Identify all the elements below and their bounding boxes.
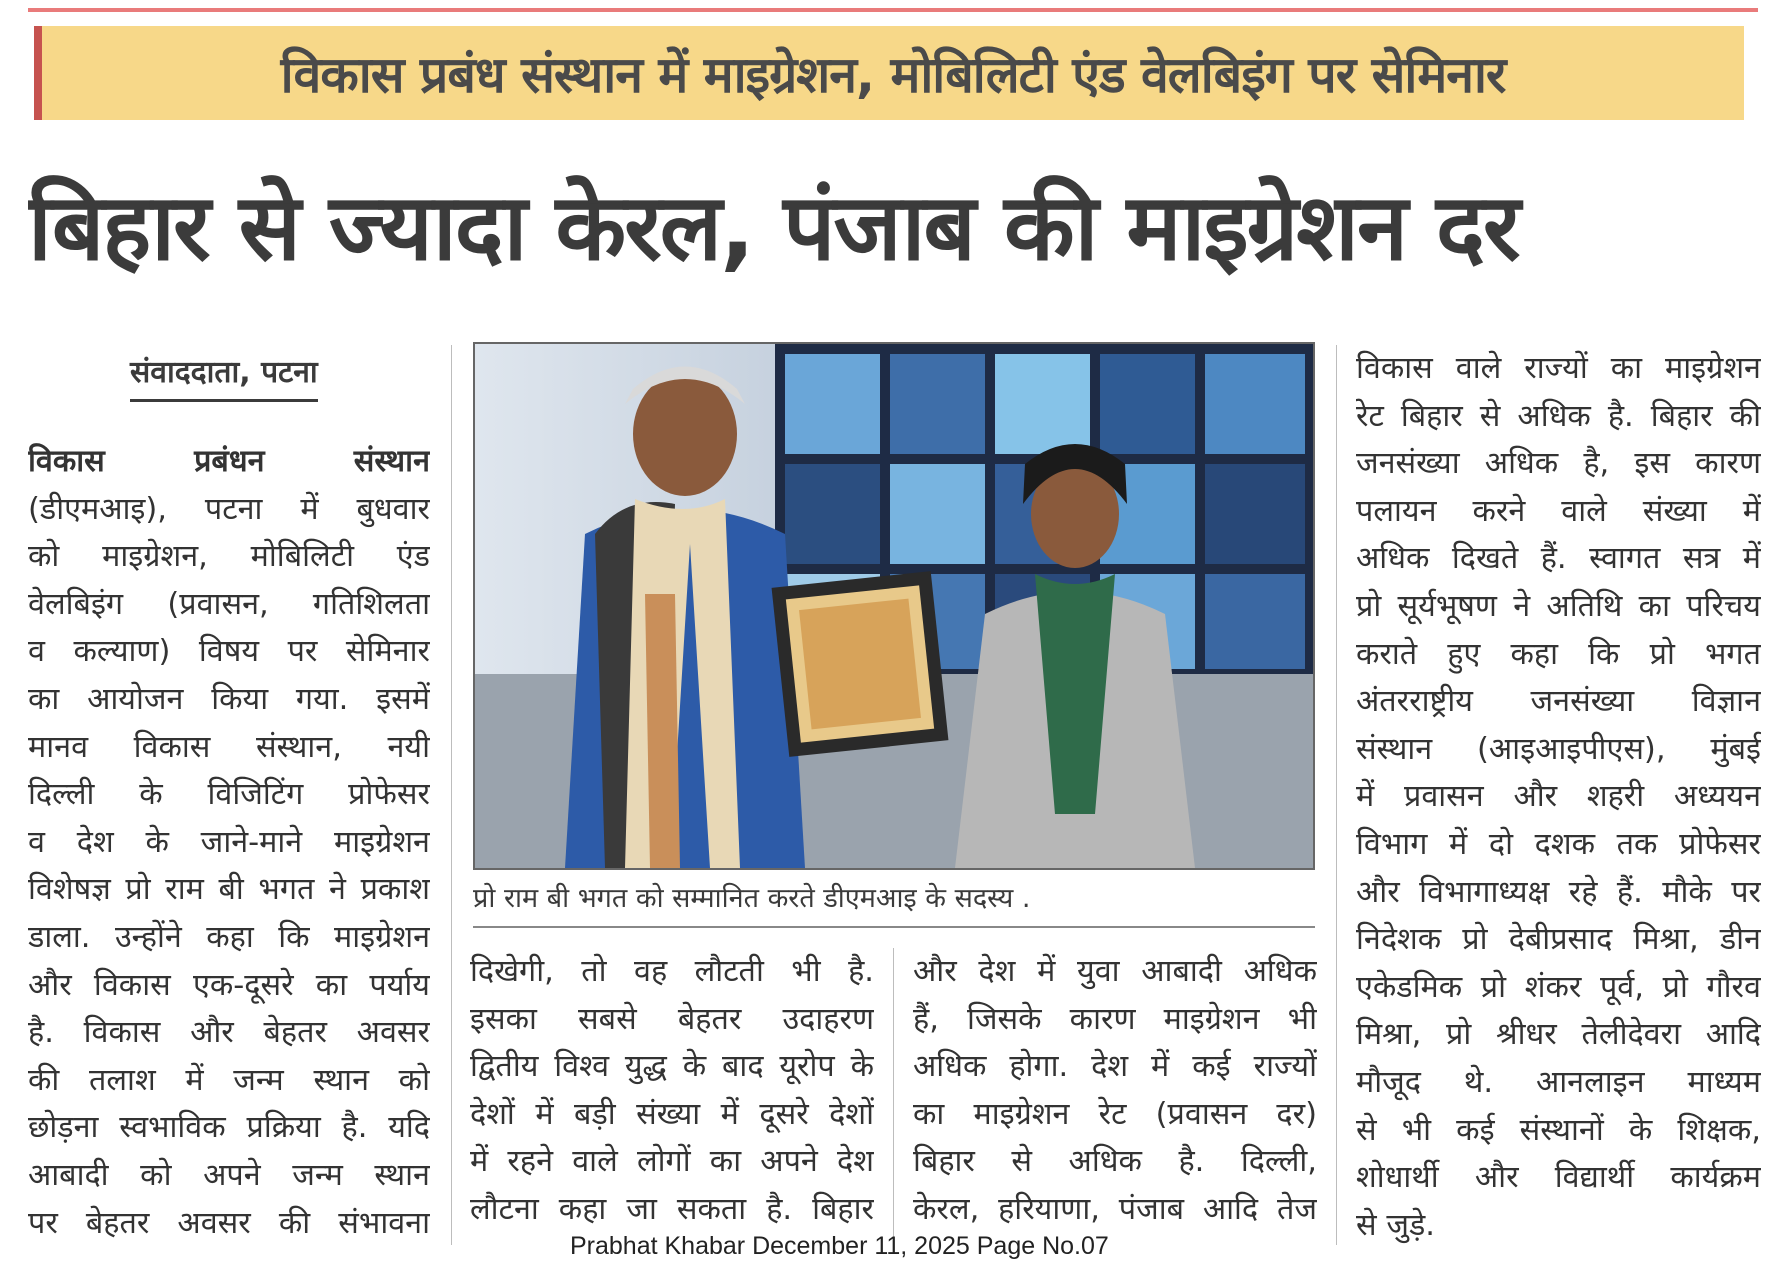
article-line: बिहार से अधिक है. दिल्ली, bbox=[913, 1144, 1317, 1180]
article-line: दिल्ली के विजिटिंग प्रोफेसर bbox=[28, 777, 430, 813]
article-line bbox=[28, 438, 430, 486]
article-line: (डीएमआइ), पटना में बुधवार bbox=[28, 491, 430, 527]
article-line: व देश के जाने-माने माइग्रेशन bbox=[28, 824, 430, 860]
article-line: शोधार्थी और विद्यार्थी कार्यक्रम bbox=[1356, 1160, 1761, 1196]
article-line: जनसंख्या अधिक है, इस कारण bbox=[1356, 446, 1761, 482]
photo-illustration bbox=[475, 344, 1313, 868]
article-line: संस्थान (आइआइपीएस), मुंबई bbox=[1356, 731, 1761, 767]
article-line: विशेषज्ञ प्रो राम बी भगत ने प्रकाश bbox=[28, 872, 430, 908]
column-divider bbox=[1336, 345, 1337, 1245]
article-line: निदेशक प्रो देबीप्रसाद मिश्रा, डीन bbox=[1356, 922, 1761, 958]
byline: संवाददाता, पटना bbox=[130, 350, 318, 402]
article-line: दिखेगी, तो वह लौटती भी है. bbox=[470, 954, 874, 989]
photo-caption: प्रो राम बी भगत को सम्मानित करते डीएमआइ के सदस्य . bbox=[473, 883, 1031, 914]
article-column-right bbox=[1356, 345, 1761, 1250]
article-line: अंतरराष्ट्रीय जनसंख्या विज्ञान bbox=[1356, 684, 1761, 720]
article-line: देशों में बड़ी संख्या में दूसरे देशों bbox=[470, 1096, 874, 1132]
article-line: विकास वाले राज्यों का माइग्रेशन bbox=[1356, 351, 1761, 386]
article-line: और विकास एक-दूसरे का पर्याय bbox=[28, 967, 430, 1003]
article-line: हैं, जिसके कारण माइग्रेशन भी bbox=[913, 1001, 1317, 1037]
article-line: की तलाश में जन्म स्थान को bbox=[28, 1062, 430, 1098]
source-citation: Prabhat Khabar December 11, 2025 Page No.07 bbox=[570, 1232, 1109, 1260]
headline: बिहार से ज्यादा केरल, पंजाब की माइग्रेशन दर bbox=[28, 174, 1519, 281]
article-line: मिश्रा, प्रो श्रीधर तेलीदेवरा आदि bbox=[1356, 1017, 1761, 1053]
article-line: अधिक होगा. देश में कई राज्यों bbox=[913, 1049, 1317, 1085]
article-line: कराते हुए कहा कि प्रो भगत bbox=[1356, 636, 1761, 672]
article-line: मौजूद थे. आनलाइन माध्यम bbox=[1356, 1064, 1761, 1100]
column-divider bbox=[893, 948, 894, 1243]
article-line: विभाग में दो दशक तक प्रोफेसर bbox=[1356, 826, 1761, 862]
article-line: द्वितीय विश्व युद्ध के बाद यूरोप के bbox=[470, 1049, 874, 1085]
article-line: में रहने वाले लोगों का अपने देश bbox=[470, 1144, 874, 1180]
article-line: रेट बिहार से अधिक है. बिहार की bbox=[1356, 398, 1761, 434]
article-line: से भी कई संस्थानों के शिक्षक, bbox=[1356, 1112, 1761, 1148]
article-line: और देश में युवा आबादी अधिक bbox=[913, 954, 1317, 989]
article-line: है. विकास और बेहतर अवसर bbox=[28, 1015, 430, 1051]
article-line: लौटना कहा जा सकता है. बिहार bbox=[470, 1191, 874, 1227]
article-column-middle-1 bbox=[470, 948, 874, 1248]
article-line: अधिक दिखते हैं. स्वागत सत्र में bbox=[1356, 541, 1761, 577]
article-line: में प्रवासन और शहरी अध्ययन bbox=[1356, 779, 1761, 815]
article-column-left bbox=[28, 438, 430, 1248]
article-line: छोड़ना स्वभाविक प्रक्रिया है. यदि bbox=[28, 1110, 430, 1146]
article-line: और विभागाध्यक्ष रहे हैं. मौके पर bbox=[1356, 874, 1761, 910]
article-line: को माइग्रेशन, मोबिलिटी एंड bbox=[28, 539, 430, 575]
article-line: पलायन करने वाले संख्या में bbox=[1356, 493, 1761, 529]
article-line: प्रो सूर्यभूषण ने अतिथि का परिचय bbox=[1356, 588, 1761, 624]
article-line: का माइग्रेशन रेट (प्रवासन दर) bbox=[913, 1096, 1317, 1132]
article-line: आबादी को अपने जन्म स्थान bbox=[28, 1157, 430, 1193]
article-line: का आयोजन किया गया. इसमें bbox=[28, 681, 430, 717]
kicker-band bbox=[34, 26, 1744, 120]
caption-rule bbox=[473, 926, 1315, 928]
article-line: इसका सबसे बेहतर उदाहरण bbox=[470, 1001, 874, 1037]
article-lead-text: विकास प्रबंधन संस्थान bbox=[28, 444, 430, 479]
kicker-text: विकास प्रबंध संस्थान में माइग्रेशन, मोबिलिटी एंड वेलबिइंग पर सेमिनार bbox=[280, 46, 1506, 104]
top-rule bbox=[28, 8, 1758, 12]
event-photo bbox=[473, 342, 1315, 870]
article-line: पर बेहतर अवसर की संभावना bbox=[28, 1205, 430, 1241]
article-line: वेलबिइंग (प्रवासन, गतिशिलता bbox=[28, 586, 430, 622]
column-divider bbox=[451, 345, 452, 1245]
article-line: व कल्याण) विषय पर सेमिनार bbox=[28, 634, 430, 670]
article-line: डाला. उन्होंने कहा कि माइग्रेशन bbox=[28, 919, 430, 955]
article-column-middle-2 bbox=[913, 948, 1317, 1248]
article-line: मानव विकास संस्थान, नयी bbox=[28, 729, 430, 765]
framed-gift bbox=[772, 571, 949, 757]
article-line: एकेडमिक प्रो शंकर पूर्व, प्रो गौरव bbox=[1356, 969, 1761, 1005]
article-line: से जुड़े. bbox=[1356, 1207, 1435, 1243]
article-line: केरल, हरियाणा, पंजाब आदि तेज bbox=[913, 1191, 1317, 1227]
